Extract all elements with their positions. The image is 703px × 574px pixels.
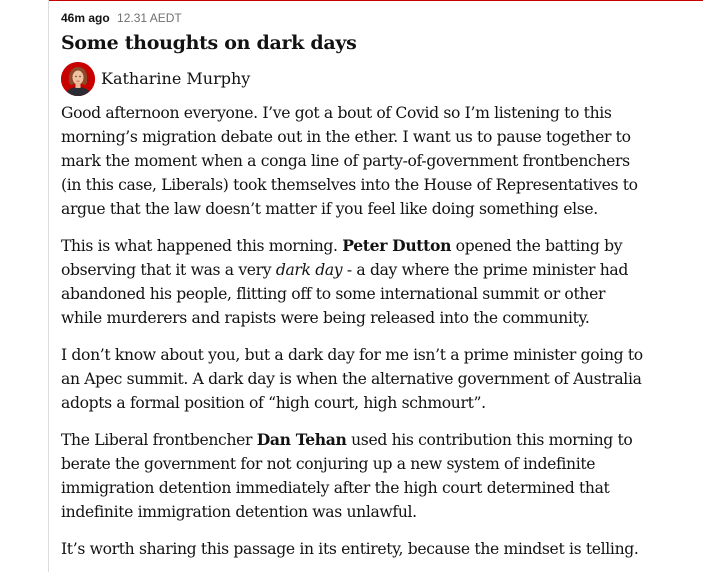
entry-body [61,101,697,574]
text-line: adopts a formal position of “high court, high schmourt”. [61,394,486,412]
person-name-peter-dutton: Peter Dutton [342,236,452,255]
text-line: I don’t know about you, but a dark day for me isn’t a prime minister going to [61,346,643,364]
text-line: an Apec summit. A dark day is when the alternative government of Australia [61,370,642,388]
entry-top-rule [48,0,703,1]
paragraph-1 [61,101,697,221]
text-line: mark the moment when a conga line of party-of-government frontbenchers [61,152,630,170]
emphasis-dark-day: dark day [275,261,343,279]
text-segment: opened the batting by [451,237,623,255]
text-line: immigration detention immediately after the high court determined that [61,479,610,497]
author-name[interactable]: Katharine Murphy [101,69,251,88]
text-line: argue that the law doesn’t matter if you feel like doing something else. [61,200,598,218]
paragraph-2 [61,234,697,330]
text-segment: This is what happened this morning. [61,237,343,255]
text-segment: - a day where the prime minister had [342,261,628,279]
text-line: (in this case, Liberals) took themselves into the House of Representatives to [61,176,638,194]
entry-left-rule [48,0,49,572]
text-line: morning’s migration debate out in the ether. I want us to pause together to [61,128,631,146]
entry-meta [61,10,182,26]
text-segment: used his contribution this morning to [346,431,633,449]
text-line: indefinite immigration detention was unlawful. [61,503,417,521]
author-avatar[interactable] [61,62,95,96]
person-name-dan-tehan: Dan Tehan [256,430,347,449]
timestamp: 12.31 AEDT [117,11,182,25]
text-line: while murderers and rapists were being released into the community. [61,309,590,327]
entry-title: Some thoughts on dark days [61,32,357,54]
text-line: It’s worth sharing this passage in its entirety, because the mindset is telling. [61,540,639,558]
text-segment: observing that it was a very [61,261,276,279]
text-line: berate the government for not conjuring up a new system of indefinite [61,455,596,473]
paragraph-5 [61,537,697,561]
byline [61,62,250,96]
paragraph-3 [61,343,697,415]
paragraph-4 [61,428,697,524]
text-line: abandoned his people, flitting off to some international summit or other [61,285,606,303]
text-segment: The Liberal frontbencher [61,431,257,449]
text-line: Good afternoon everyone. I’ve got a bout of Covid so I’m listening to this [61,104,612,122]
author-photo-icon [61,62,95,96]
time-ago[interactable]: 46m ago [61,11,110,25]
